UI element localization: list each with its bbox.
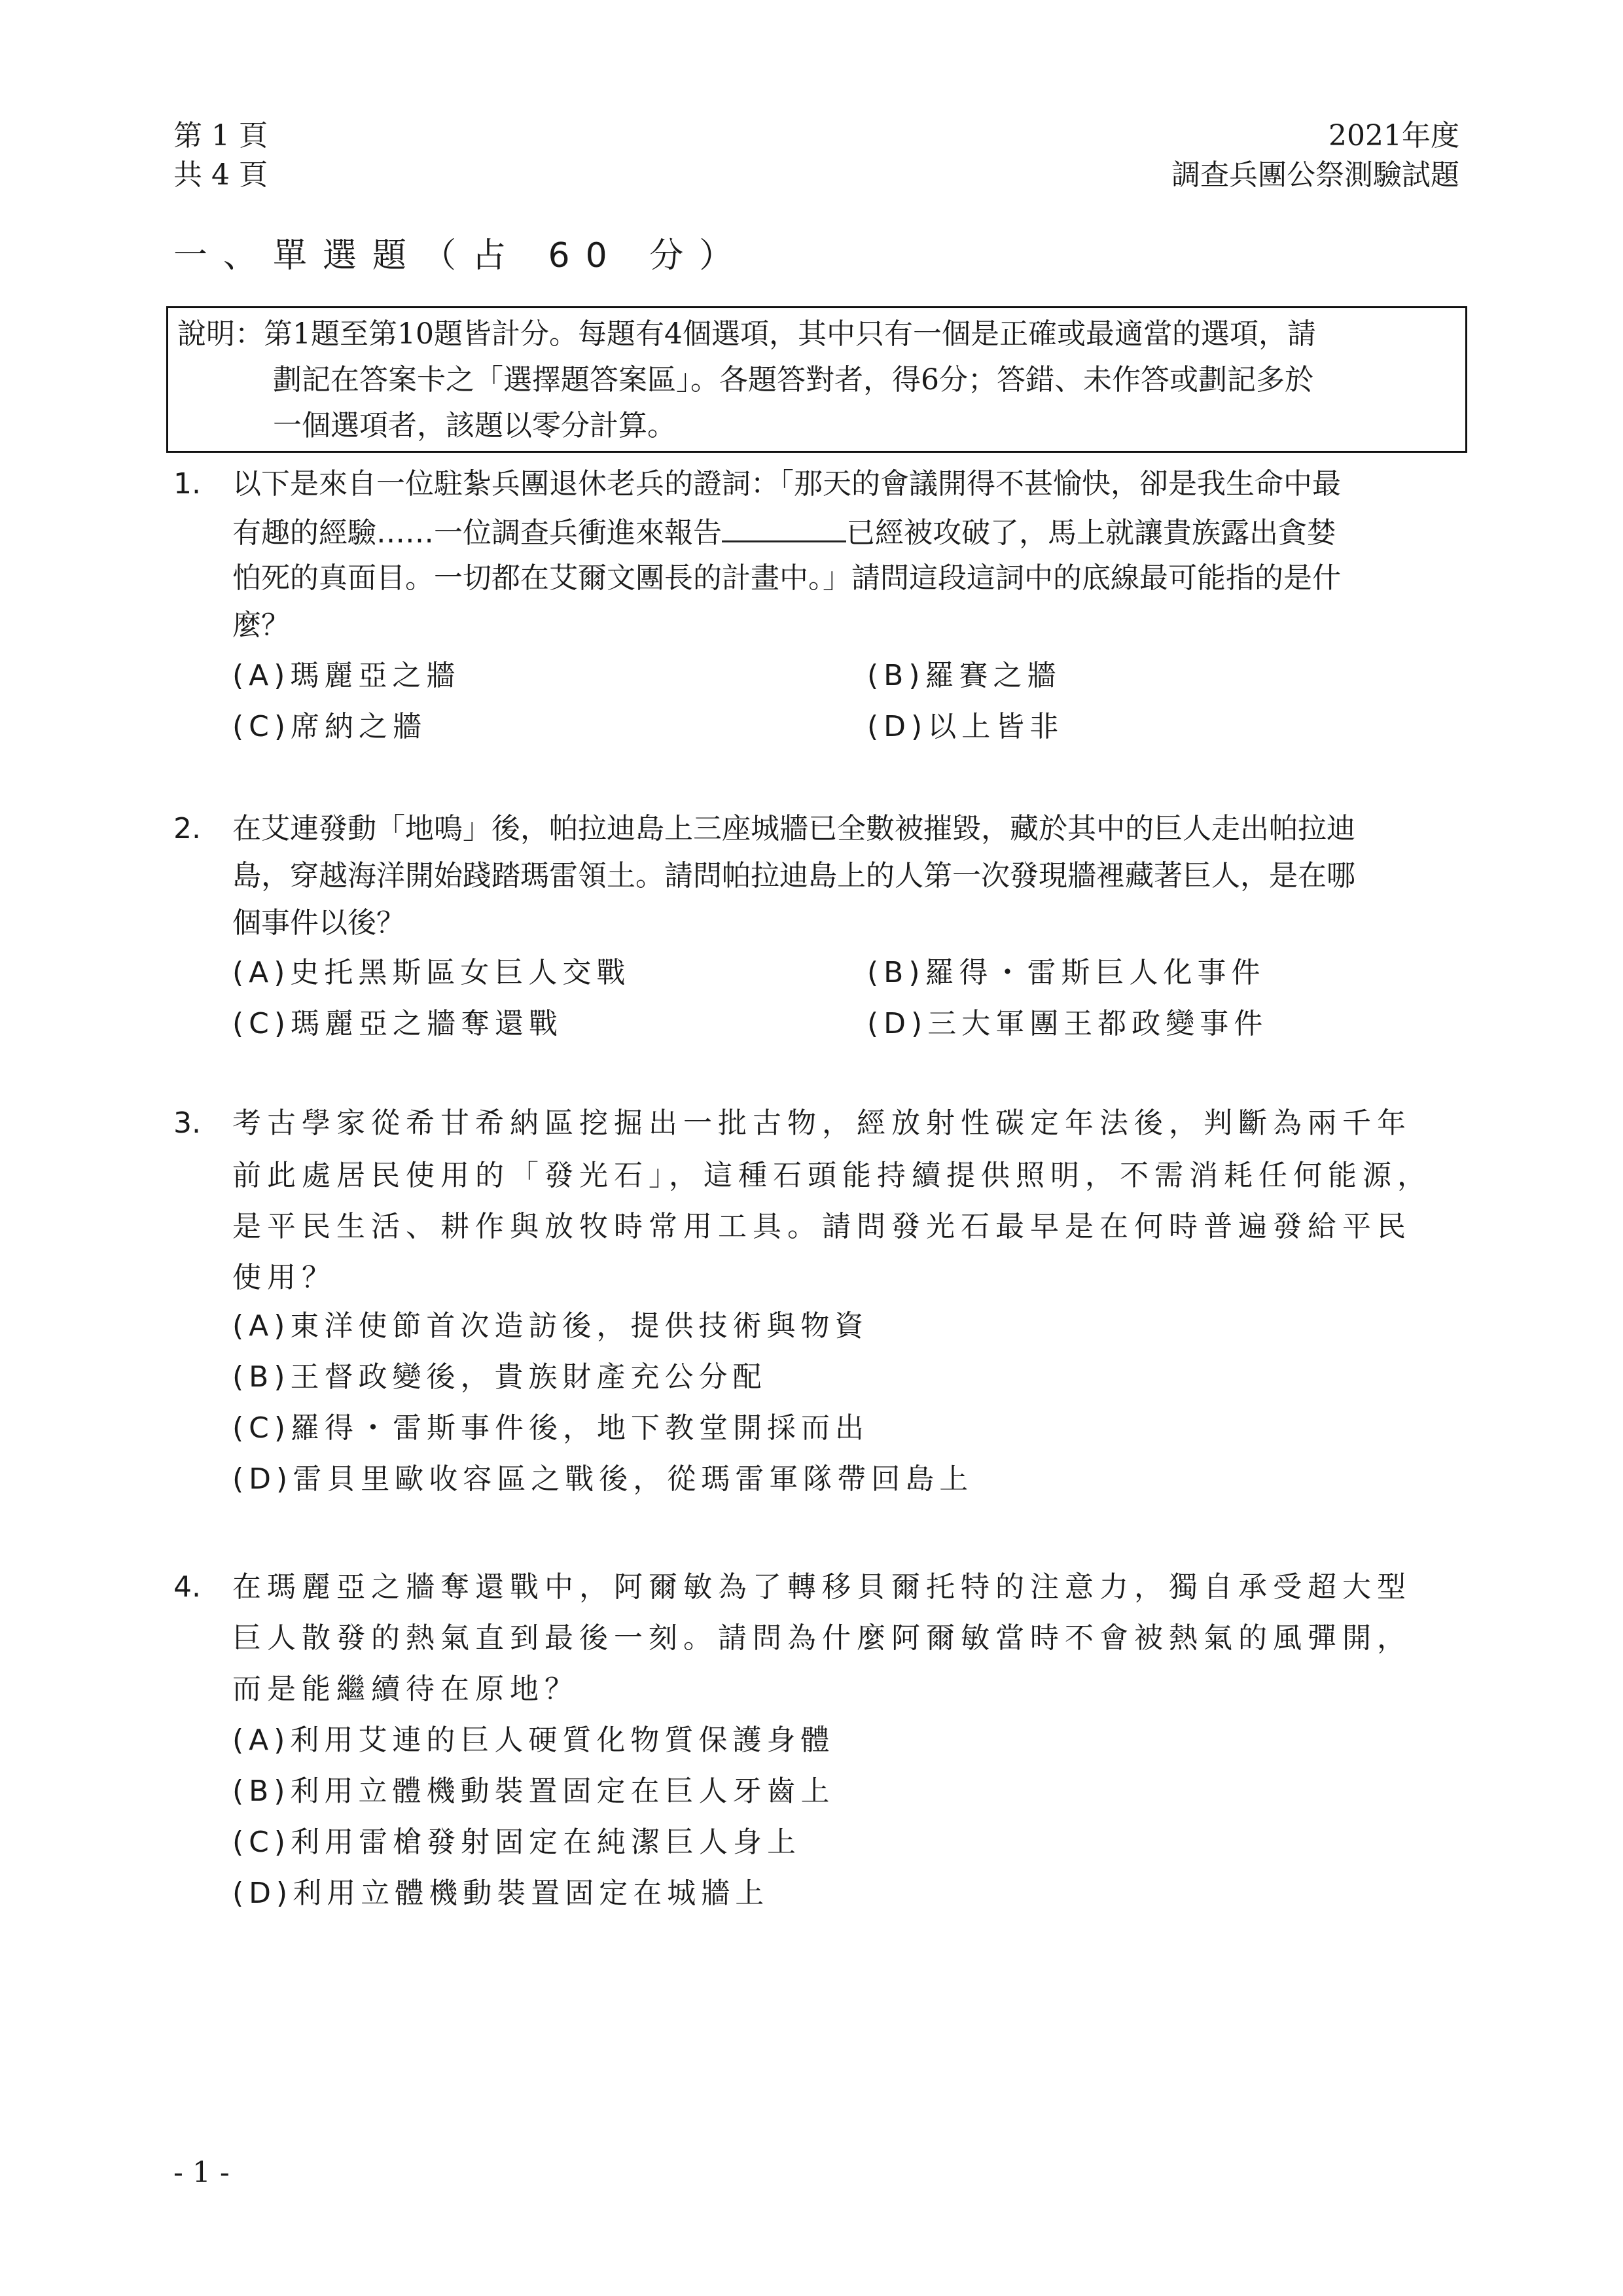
instructions-line: 劃記在答案卡之「選擇題答案區」。各題答對者，得6分；答錯、未作答或劃記多於 [273, 363, 1313, 397]
section-title: 一、單選題（占 60 分） [173, 236, 749, 275]
option-b: (B)利用立體機動裝置固定在巨人牙齒上 [232, 1775, 835, 1808]
option-d: (D)以上皆非 [867, 710, 1064, 743]
question-text [232, 512, 1336, 553]
question-text: 個事件以後？ [232, 906, 405, 940]
option-b: (B)羅得・雷斯巨人化事件 [867, 956, 1266, 989]
question-text: 考古學家從希甘希納區挖掘出一批古物，經放射性碳定年法後，判斷為兩千年 [232, 1106, 1412, 1140]
option-b: (B)王督政變後，貴族財產充公分配 [232, 1360, 767, 1394]
option-a: (A)利用艾連的巨人硬質化物質保護身體 [232, 1723, 835, 1757]
question-text: 怕死的真面目。一切都在艾爾文團長的計畫中。」請問這段這詞中的底線最可能指的是什 [232, 561, 1341, 595]
question-text: 在瑪麗亞之牆奪還戰中，阿爾敏為了轉移貝爾托特的注意力，獨自承受超大型 [232, 1570, 1412, 1604]
question-number: 3. [173, 1106, 201, 1140]
option-c: (C)席納之牆 [232, 710, 427, 743]
instructions-line: 一個選項者，該題以零分計算。 [273, 409, 676, 442]
question-text: 麼？ [232, 609, 290, 642]
page-total: 共 4 頁 [173, 158, 268, 192]
option-a: (A)史托黑斯區女巨人交戰 [232, 956, 631, 989]
answer-blank [722, 512, 846, 542]
question-text-part: 有趣的經驗……一位調查兵衝進來報告 [232, 516, 722, 550]
question-text: 使用？ [232, 1261, 336, 1294]
page-info [173, 116, 268, 195]
question-text: 以下是來自一位駐紮兵團退休老兵的證詞：「那天的會議開得不甚愉快，卻是我生命中最 [232, 467, 1341, 501]
question-text: 巨人散發的熱氣直到最後一刻。請問為什麼阿爾敏當時不會被熱氣的風彈開， [232, 1621, 1412, 1655]
option-d: (D)雷貝里歐收容區之戰後，從瑪雷軍隊帶回島上 [232, 1462, 974, 1496]
instructions-box [166, 306, 1467, 453]
question-number: 1. [173, 467, 201, 501]
option-c: (C)羅得・雷斯事件後，地下教堂開採而出 [232, 1411, 870, 1445]
question-text: 而是能繼續待在原地？ [232, 1672, 579, 1706]
option-d: (D)利用立體機動裝置固定在城牆上 [232, 1877, 770, 1910]
exam-heading [1171, 116, 1459, 195]
question-number: 4. [173, 1570, 201, 1604]
option-c: (C)瑪麗亞之牆奪還戰 [232, 1007, 563, 1040]
page-number: 第 1 頁 [173, 119, 268, 152]
instructions-line: 說明：第1題至第10題皆計分。每題有4個選項，其中只有一個是正確或最適當的選項，請 [177, 317, 1316, 351]
question-text: 在艾連發動「地鳴」後，帕拉迪島上三座城牆已全數被摧毀，藏於其中的巨人走出帕拉迪 [232, 812, 1355, 845]
question-text: 前此處居民使用的「發光石」，這種石頭能持續提供照明，不需消耗任何能源， [232, 1159, 1432, 1192]
option-c: (C)利用雷槍發射固定在純潔巨人身上 [232, 1826, 802, 1859]
option-d: (D)三大軍團王都政變事件 [867, 1007, 1268, 1040]
exam-year: 2021年度 [1329, 119, 1459, 152]
page-footer: - 1 - [173, 2156, 230, 2189]
question-text: 是平民生活、耕作與放牧時常用工具。請問發光石最早是在何時普遍發給平民 [232, 1210, 1412, 1243]
option-a: (A)瑪麗亞之牆 [232, 659, 461, 692]
option-b: (B)羅賽之牆 [867, 659, 1061, 692]
exam-title: 調查兵團公祭測驗試題 [1171, 158, 1459, 192]
question-number: 2. [173, 812, 201, 845]
question-text-part: 已經被攻破了，馬上就讓貴族露出貪婪 [846, 516, 1336, 550]
option-a: (A)東洋使節首次造訪後，提供技術與物資 [232, 1309, 869, 1343]
question-text: 島，穿越海洋開始踐踏瑪雷領土。請問帕拉迪島上的人第一次發現牆裡藏著巨人，是在哪 [232, 859, 1355, 892]
